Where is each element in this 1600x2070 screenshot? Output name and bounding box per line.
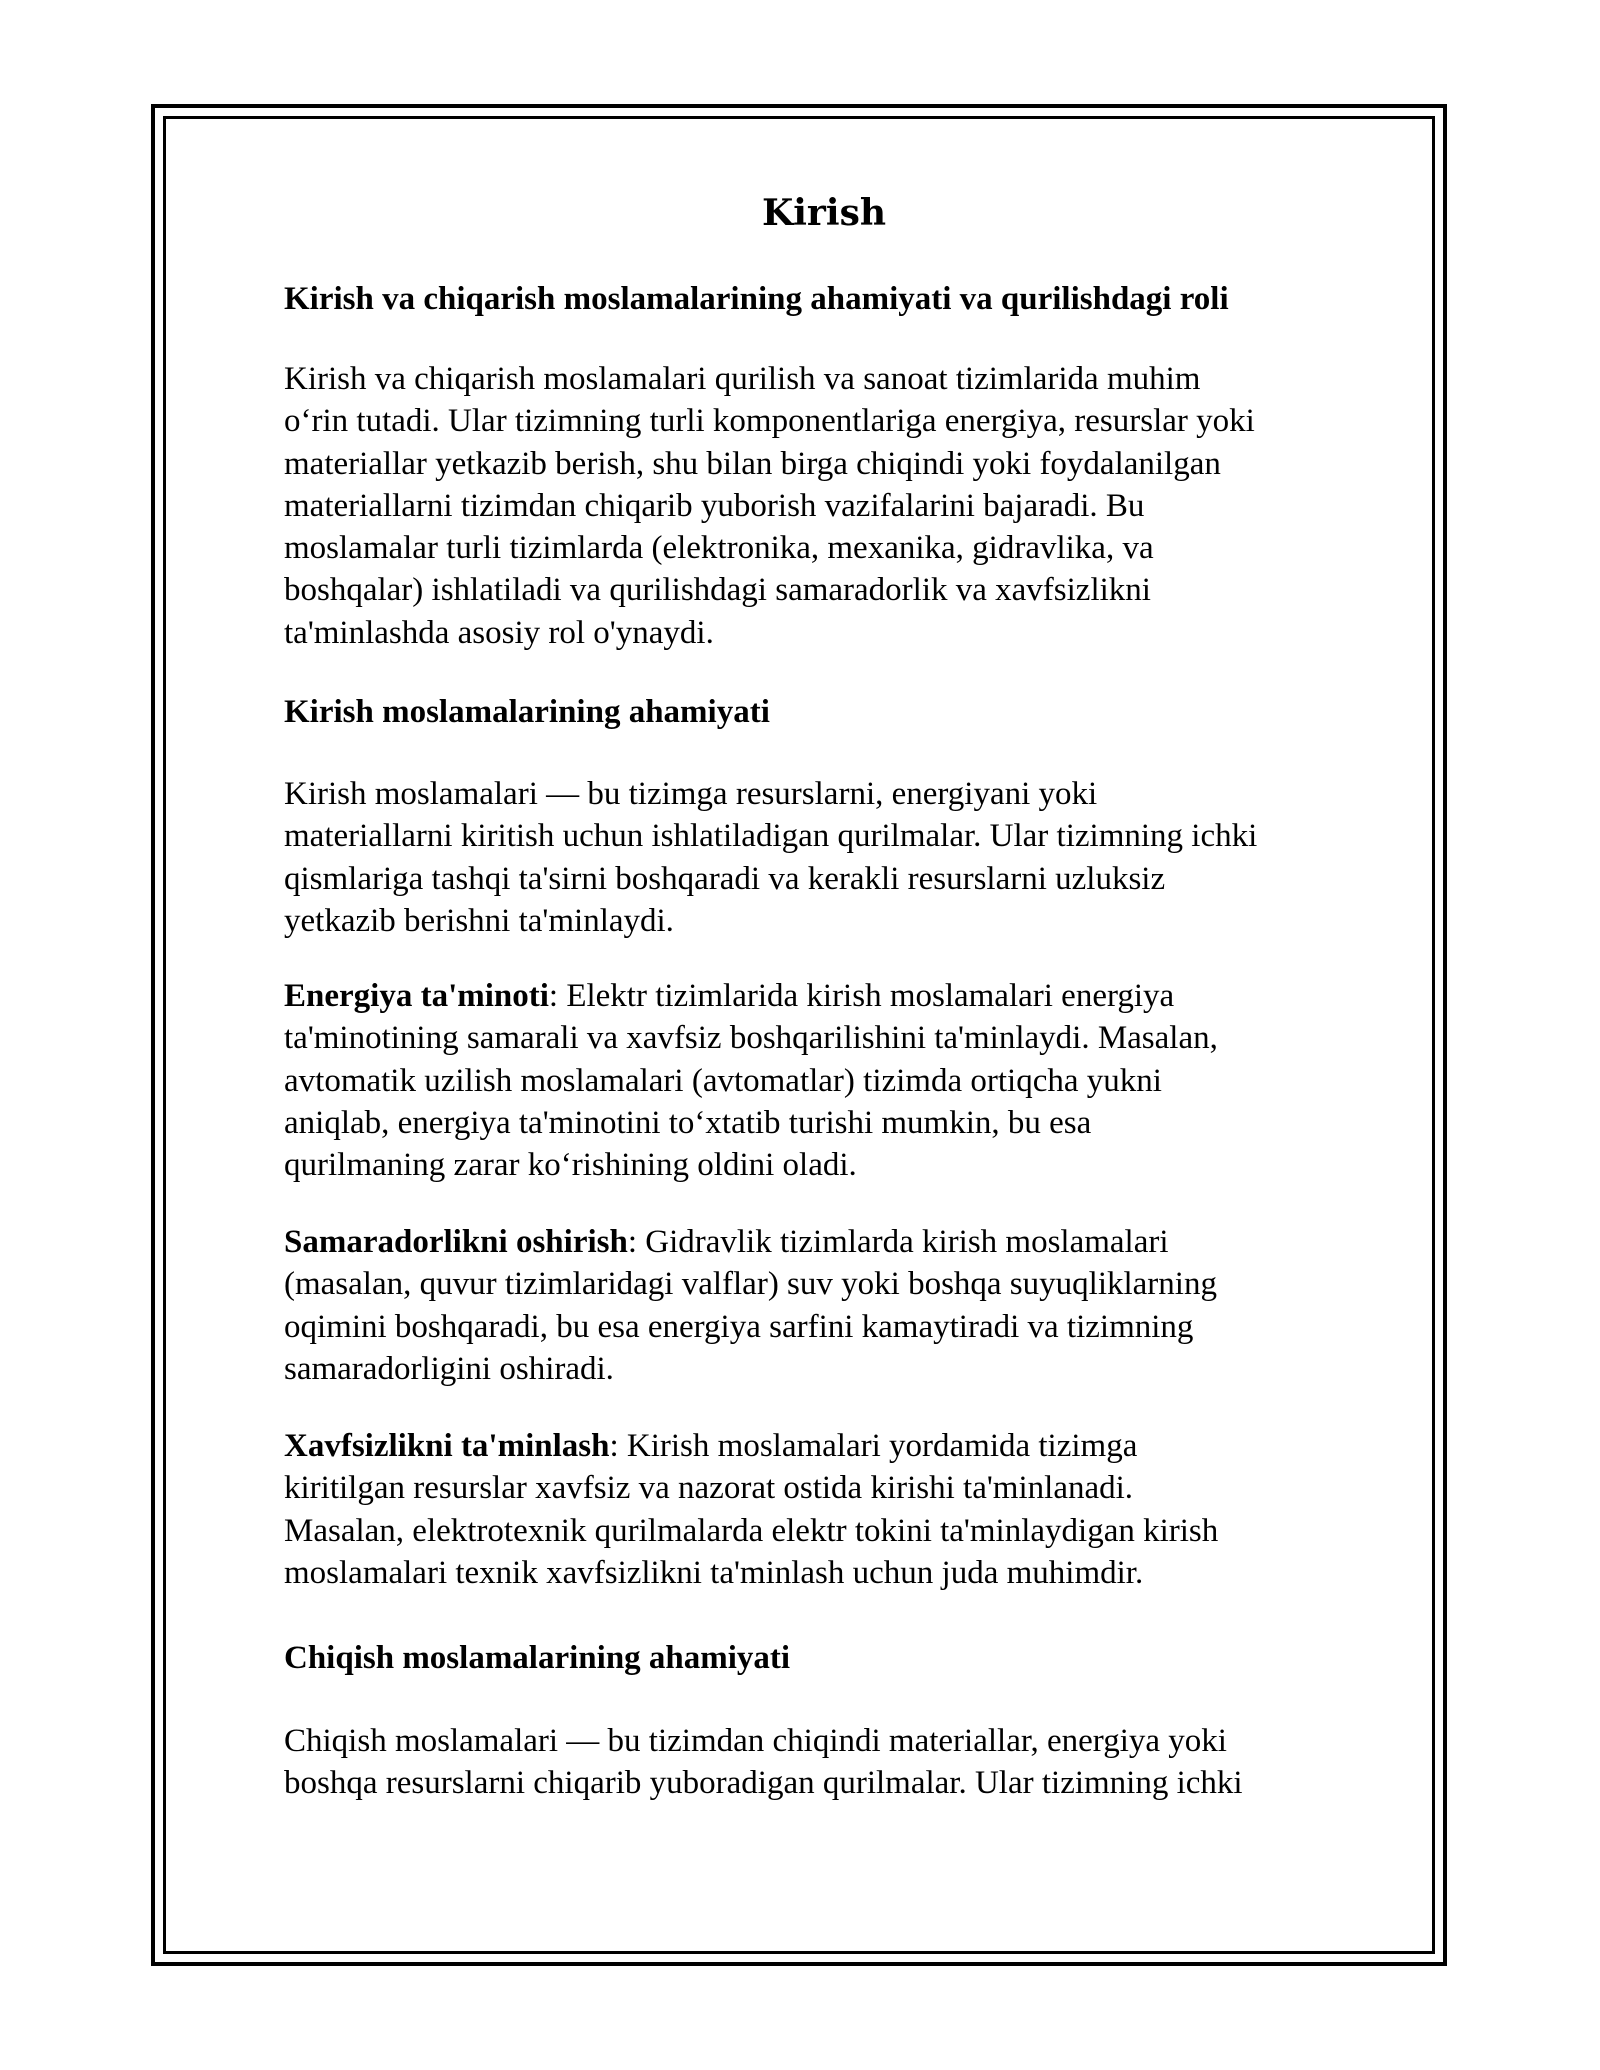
term-text: : Elektr tizimlarida kirish moslamalari energiya xyxy=(548,978,1175,1014)
section-heading-input: Kirish moslamalarining ahamiyati xyxy=(284,694,770,730)
text-line: yetkazib berishni ta'minlaydi. xyxy=(284,902,674,939)
paragraph-energy-supply xyxy=(284,975,1384,1186)
term-text: : Gidravlik tizimlarda kirish moslamalari xyxy=(627,1224,1169,1260)
text-line: Masalan, elektrotexnik qurilmalarda elektr tokini ta'minlaydigan kirish xyxy=(284,1512,1219,1549)
text-line: moslamalari texnik xavfsizlikni ta'minlash uchun juda muhimdir. xyxy=(284,1554,1144,1591)
text-line: materiallar yetkazib berish, shu bilan birga chiqindi yoki foydalanilgan xyxy=(284,445,1221,482)
page-title: Kirish xyxy=(761,192,887,234)
paragraph-input-intro xyxy=(284,773,1384,942)
text-line: Kirish moslamalari — bu tizimga resurslarni, energiyani yoki xyxy=(284,776,1098,812)
term-label: Energiya ta'minoti xyxy=(284,978,549,1014)
text-line: materiallarni kiritish uchun ishlatiladigan qurilmalar. Ular tizimning ichki xyxy=(284,818,1258,855)
text-line: oqimini boshqaradi, bu esa energiya sarfini kamaytiradi va tizimning xyxy=(284,1308,1194,1345)
text-line: qurilmaning zarar ko‘rishining oldini oladi. xyxy=(284,1147,857,1184)
text-line: o‘rin tutadi. Ular tizimning turli komponentlariga energiya, resurslar yoki xyxy=(284,403,1255,440)
text-line: moslamalar turli tizimlarda (elektronika, mexanika, gidravlika, va xyxy=(284,530,1154,567)
text-line xyxy=(284,1221,1384,1263)
term-label: Xavfsizlikni ta'minlash xyxy=(284,1428,610,1464)
text-line: kiritilgan resurslar xavfsiz va nazorat ostida kirishi ta'minlanadi. xyxy=(284,1470,1134,1507)
paragraph-safety xyxy=(284,1425,1384,1594)
text-line: (masalan, quvur tizimlaridagi valflar) suv yoki boshqa suyuqliklarning xyxy=(284,1266,1217,1303)
text-line: materiallarni tizimdan chiqarib yuborish vazifalarini bajaradi. Bu xyxy=(284,487,1145,524)
text-line: avtomatik uzilish moslamalari (avtomatlar) tizimda ortiqcha yukni xyxy=(284,1062,1162,1099)
text-line: samaradorligini oshiradi. xyxy=(284,1350,614,1387)
text-line: ta'minlashda asosiy rol o'ynaydi. xyxy=(284,614,714,651)
text-line: aniqlab, energiya ta'minotini to‘xtatib turishi mumkin, bu esa xyxy=(284,1104,1092,1141)
text-line: qismlariga tashqi ta'sirni boshqaradi va kerakli resurslarni uzluksiz xyxy=(284,860,1166,897)
term-text: : Kirish moslamalari yordamida tizimga xyxy=(609,1428,1138,1464)
paragraph-efficiency xyxy=(284,1221,1384,1390)
text-line: Chiqish moslamalari — bu tizimdan chiqindi materiallar, energiya yoki xyxy=(284,1723,1227,1759)
text-line: boshqalar) ishlatiladi va qurilishdagi samaradorlik va xavfsizlikni xyxy=(284,572,1151,609)
term-label: Samaradorlikni oshirish xyxy=(284,1224,628,1260)
section-heading-output: Chiqish moslamalarining ahamiyati xyxy=(284,1640,791,1676)
text-line xyxy=(284,1425,1384,1467)
text-line: Kirish va chiqarish moslamalari qurilish va sanoat tizimlarida muhim xyxy=(284,361,1201,397)
paragraph-intro xyxy=(284,358,1384,654)
text-line xyxy=(284,975,1384,1017)
text-line: ta'minotining samarali va xavfsiz boshqarilishini ta'minlaydi. Masalan, xyxy=(284,1020,1218,1057)
text-line: boshqa resurslarni chiqarib yuboradigan qurilmalar. Ular tizimning ichki xyxy=(284,1765,1243,1802)
section-heading-roles: Kirish va chiqarish moslamalarining ahamiyati va qurilishdagi roli xyxy=(284,281,1229,317)
paragraph-output-intro xyxy=(284,1720,1384,1805)
